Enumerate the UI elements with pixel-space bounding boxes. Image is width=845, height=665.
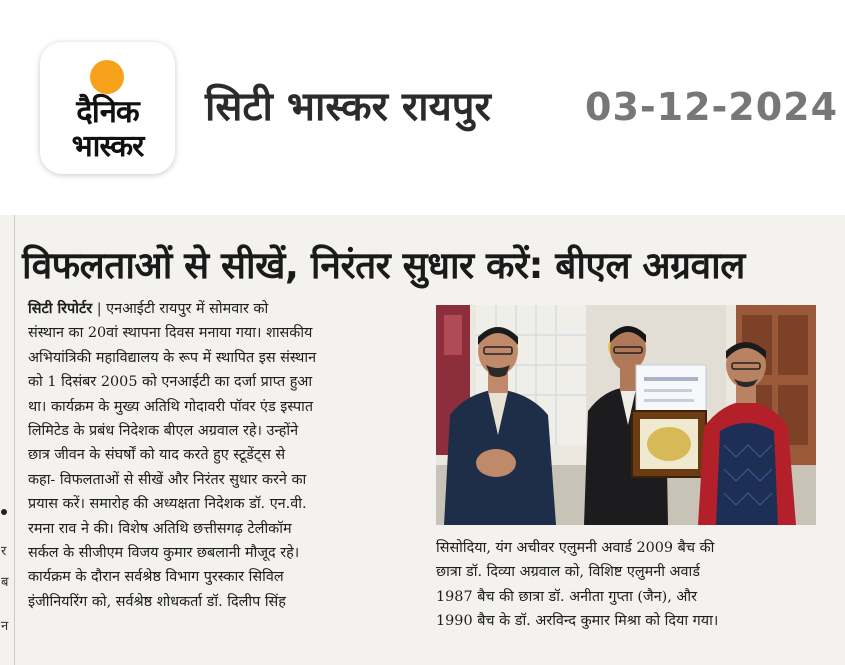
- byline-separator: |: [96, 301, 102, 317]
- body-line: 1990 बैच के डॉ. अरविन्द कुमार मिश्रा को दिया गया।: [436, 613, 719, 630]
- body-line: 1987 बैच की छात्रा डॉ. अनीता गुप्ता (जैन), और: [436, 588, 698, 605]
- header-bar: [0, 0, 845, 215]
- logo-text-bhaskar: भास्कर: [71, 129, 144, 164]
- strip-char: न: [1, 619, 9, 634]
- article-headline: विफलताओं से सीखें, निरंतर सुधार करें: बीएल अग्रवाल: [22, 244, 745, 287]
- body-line: लिमिटेड के प्रबंध निदेशक बीएल अग्रवाल रहे। उन्होंने: [28, 423, 299, 440]
- publication-title: सिटी भास्कर रायपुर: [205, 84, 491, 130]
- body-line: को 1 दिसंबर 2005 को एनआईटी का दर्जा प्राप्त हुआ: [28, 374, 313, 391]
- event-photo: [436, 305, 816, 525]
- publication-date: 03-12-2024: [585, 85, 839, 129]
- article-body-right: [436, 536, 820, 634]
- body-line: छात्रा डॉ. दिव्या अग्रवाल को, विशिष्ट एलुमनी अवार्ड: [436, 564, 700, 581]
- news-clipping: [0, 215, 845, 665]
- adjacent-column-edge: [0, 215, 15, 665]
- byline: सिटी रिपोर्टर: [28, 300, 93, 317]
- body-line: सिटी रिपोर्टर | एनआईटी रायपुर में सोमवार को: [28, 300, 269, 317]
- body-line: कहा- विफलताओं से सीखें और निरंतर सुधार करने का: [28, 471, 307, 488]
- body-line: इंजीनियरिंग को, सर्वश्रेष्ठ शोधकर्ता डॉ. दिलीप सिंह: [28, 593, 286, 610]
- body-line: छात्र जीवन के संघर्षों को याद करते हुए स्टूडेंट्स से: [28, 447, 286, 464]
- body-line: सर्कल के सीजीएम विजय कुमार छबलानी मौजूद रहे।: [28, 545, 300, 562]
- article-body-left: [28, 297, 414, 614]
- body-line: सिसोदिया, यंग अचीवर एलुमनी अवार्ड 2009 बैच की: [436, 540, 715, 556]
- body-line: प्रयास करें। समारोह की अध्यक्षता निदेशक डॉ. एन.वी.: [28, 496, 307, 513]
- body-line: था। कार्यक्रम के मुख्य अतिथि गोदावरी पॉवर एंड इस्पात: [28, 398, 314, 415]
- strip-char: र: [1, 544, 7, 559]
- sun-icon: [90, 60, 124, 94]
- body-line: रमना राव ने की। विशेष अतिथि छत्तीसगढ़ टेलीकॉम: [28, 520, 292, 537]
- strip-char: ब: [1, 575, 9, 590]
- body-line: कार्यक्रम के दौरान सर्वश्रेष्ठ विभाग पुरस्कार सिविल: [28, 569, 284, 586]
- dainik-bhaskar-logo: [40, 42, 175, 174]
- body-line: अभियांत्रिकी महाविद्यालय के रूप में स्थापित इस संस्थान: [28, 349, 317, 366]
- bullet-dot: [1, 509, 7, 515]
- body-line: संस्थान का 20वां स्थापना दिवस मनाया गया। शासकीय: [28, 325, 313, 342]
- logo-text-dainik: दैनिक: [76, 94, 139, 130]
